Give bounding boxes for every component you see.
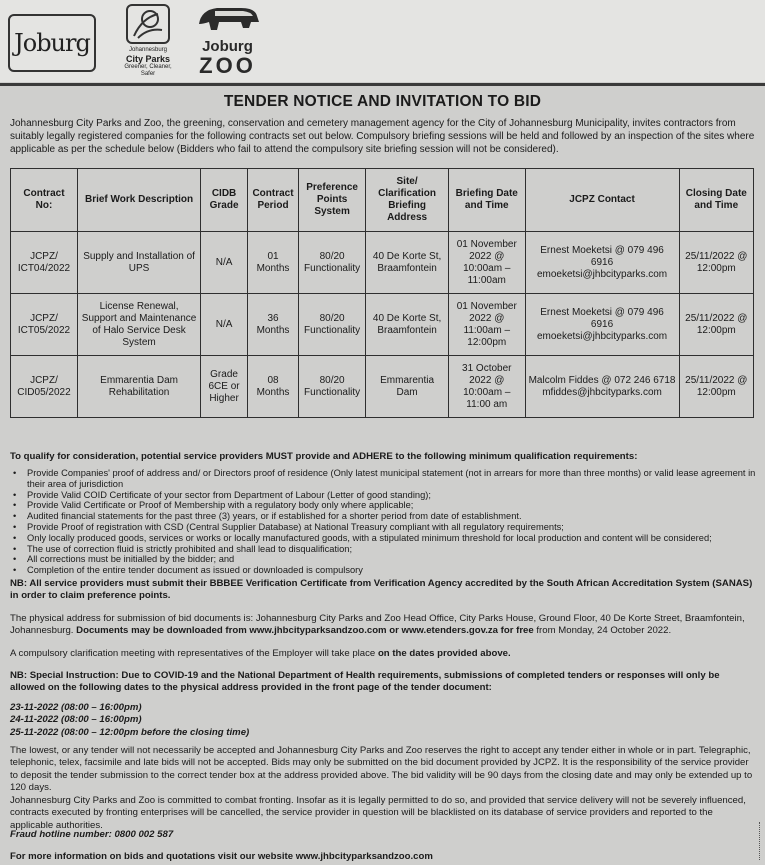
table-row — [11, 294, 754, 356]
lowest-tender-paragraph: The lowest, or any tender will not necessarily be accepted and Johannesburg City Parks and Zoo reserves the right to accept any tender either in whole or in part. Telegraphic, telephonic, telex, facsimile and late bids will not be accepted. Bids may only be submitted on the bid document provided by JCPZ. It is the responsibility of the service provider to deposit the tender submission to the correct tender box at the address provided above. The bid validity will be 90 days from the closing date and may only be extended up to 120 days. — [10, 745, 753, 794]
cell-jcpz-contact: Ernest Moeketsi @ 079 496 6916 emoeketsi@jhbcityparks.com — [525, 294, 679, 356]
cell-briefing-address: 40 De Korte St, Braamfontein — [366, 294, 449, 356]
cell-jcpz-contact: Malcolm Fiddes @ 072 246 6718 mfiddes@jhbcityparks.com — [525, 356, 679, 418]
download-date-text: from Monday, 24 October 2022. — [536, 625, 672, 637]
submission-address-paragraph — [10, 613, 755, 638]
city-parks-logo-line3: Greener, Cleaner, Safer — [124, 64, 172, 77]
col-jcpz-contact: JCPZ Contact — [525, 169, 679, 232]
cell-briefing-date: 01 November 2022 @ 11:00am – 12:00pm — [449, 294, 526, 356]
cell-contract-no: JCPZ/ ICT04/2022 — [11, 232, 78, 294]
col-preference-points: Preference Points System — [299, 169, 366, 232]
requirements-list — [10, 468, 765, 576]
list-item: • Completion of the entire tender document as issued or downloaded is compulsory — [27, 565, 765, 576]
honey-badger-icon — [195, 2, 261, 34]
cell-jcpz-contact: Ernest Moeketsi @ 079 496 6916 emoeketsi@jhbcityparks.com — [525, 232, 679, 294]
joburg-logo — [8, 14, 96, 72]
download-link-text: Documents may be downloaded from www.jhbcityparksandzoo.com or www.etenders.gov.za for free — [76, 625, 534, 637]
header-divider — [0, 83, 765, 86]
cell-closing-date: 25/11/2022 @ 12:00pm — [679, 356, 753, 418]
cell-briefing-date: 31 October 2022 @ 10:00am – 11:00 am — [449, 356, 526, 418]
col-cidb-grade: CIDB Grade — [201, 169, 248, 232]
cell-preference-points: 80/20 Functionality — [299, 294, 366, 356]
submission-date-2: 24-11-2022 (08:00 – 16:00pm) — [10, 714, 142, 726]
cell-description: License Renewal, Support and Maintenance of Halo Service Desk System — [77, 294, 200, 356]
nb-bbbee-paragraph: NB: All service providers must submit their BBBEE Verification Certificate from Verification Agency accredited by the South African Accreditation System (SANAS) in order to claim preference points. — [10, 578, 753, 602]
list-item: • Provide Valid Certificate or Proof of Membership with a regulatory body only where applicable; — [27, 500, 765, 511]
list-item: • Provide Proof of registration with CSD (Central Supplier Database) at National Treasury compliant with all regulatory requirements; — [27, 522, 765, 533]
col-briefing-address: Site/ Clarification Briefing Address — [366, 169, 449, 232]
col-contract-period: Contract Period — [247, 169, 298, 232]
list-item: • Provide Companies' proof of address and/ or Directors proof of residence (Only latest municipal statement (not in arrears for more than three months) or valid lease agreement in their area of jurisdiction — [27, 468, 765, 490]
col-description: Brief Work Description — [77, 169, 200, 232]
joburg-zoo-logo — [190, 2, 265, 77]
zoo-logo-line2: ZOO — [199, 53, 256, 78]
tender-table — [10, 168, 754, 418]
col-briefing-date: Briefing Date and Time — [449, 169, 526, 232]
cell-contract-no: JCPZ/ ICT05/2022 — [11, 294, 78, 356]
clarification-text: A compulsory clarification meeting with representatives of the Employer will take place — [10, 648, 376, 659]
fronting-paragraph: Johannesburg City Parks and Zoo is committed to combat fronting. Insofar as it is legally permitted to do so, and provided that service delivery will not be severely influenced, contracts executed by fronting enterprises will be cancelled, the service provider in question will be blacklisted on its database of service providers and reported to the applicable authorities. — [10, 795, 746, 831]
submission-date-1: 23-11-2022 (08:00 – 16:00pm) — [10, 702, 142, 713]
list-item: • Provide Valid COID Certificate of your sector from Department of Labour (Letter of good standing); — [27, 490, 765, 501]
table-header-row — [11, 169, 754, 232]
cell-description: Emmarentia Dam Rehabilitation — [77, 356, 200, 418]
header-logos — [0, 0, 765, 82]
cell-description: Supply and Installation of UPS — [77, 232, 200, 294]
cell-briefing-address: Emmarentia Dam — [366, 356, 449, 418]
cell-preference-points: 80/20 Functionality — [299, 232, 366, 294]
list-item: • Audited financial statements for the past three (3) years, or if established for a shorter period from date of establishment. — [27, 511, 765, 522]
cell-cidb-grade: N/A — [201, 294, 248, 356]
table-row — [11, 232, 754, 294]
submission-date-3: 25-11-2022 (08:00 – 12:00pm before the closing time) — [10, 726, 250, 738]
intro-paragraph: Johannesburg City Parks and Zoo, the greening, conservation and cemetery management agency for the City of Johannesburg Municipality, invites contractors from suitably legally registered companies for the following contracts set out below. Compulsory briefing sessions will be held and followed by an inspection of the sites where applicable as per the schedule below (Bidders who fail to attend the compulsory site briefing session will not be considered). — [10, 118, 755, 155]
cell-contract-period: 08 Months — [247, 356, 298, 418]
list-item: • The use of correction fluid is strictly prohibited and shall lead to disqualification; — [27, 544, 765, 555]
cell-closing-date: 25/11/2022 @ 12:00pm — [679, 232, 753, 294]
notice-title: TENDER NOTICE AND INVITATION TO BID — [223, 93, 542, 110]
fraud-hotline: Fraud hotline number: 0800 002 587 — [10, 829, 174, 840]
list-item: • All corrections must be initialled by the bidder; and — [27, 554, 765, 565]
city-parks-logo — [118, 4, 178, 76]
cell-preference-points: 80/20 Functionality — [299, 356, 366, 418]
table-row — [11, 356, 754, 418]
cell-contract-period: 36 Months — [247, 294, 298, 356]
clarification-dates-text: on the dates provided above. — [377, 648, 511, 659]
city-parks-logo-line2: City Parks — [125, 54, 171, 64]
city-parks-emblem-icon — [126, 4, 170, 44]
submission-dates — [10, 702, 755, 739]
more-info-footer: For more information on bids and quotations visit our website www.jhbcityparksandzoo.com — [10, 851, 433, 862]
cell-contract-period: 01 Months — [247, 232, 298, 294]
col-contract-no: Contract No: — [11, 169, 78, 232]
cell-closing-date: 25/11/2022 @ 12:00pm — [679, 294, 753, 356]
cell-briefing-date: 01 November 2022 @ 10:00am – 11:00am — [449, 232, 526, 294]
col-closing-date: Closing Date and Time — [679, 169, 753, 232]
cell-briefing-address: 40 De Korte St, Braamfontein — [366, 232, 449, 294]
joburg-logo-text: Joburg — [14, 29, 90, 57]
page-edge-mark — [759, 822, 765, 860]
clarification-paragraph — [10, 648, 755, 660]
requirements-heading: To qualify for consideration, potential service providers MUST provide and ADHERE to the following minimum qualification requirements: — [10, 451, 638, 462]
list-item: • Only locally produced goods, services or works or locally manufactured goods, with a stipulated minimum threshold for local production and content will be considered; — [27, 533, 765, 544]
zoo-logo-line1: Joburg — [202, 38, 253, 55]
cell-contract-no: JCPZ/ CID05/2022 — [11, 356, 78, 418]
special-instruction-paragraph: NB: Special Instruction: Due to COVID-19 and the National Department of Health requirements, submissions of completed tenders or responses will only be allowed on the following dates to the physical address provided in the front page of the tender document: — [10, 670, 720, 694]
city-parks-logo-line1: Johannesburg — [128, 47, 168, 53]
cell-cidb-grade: Grade 6CE or Higher — [201, 356, 248, 418]
submission-address-text: The physical address for submission of bid documents is: Johannesburg City Parks and Zoo Head Office, City Parks House, Ground Floor, 40 De Korte Street, Braamfontein, Johannesburg. — [10, 613, 745, 637]
cell-cidb-grade: N/A — [201, 232, 248, 294]
